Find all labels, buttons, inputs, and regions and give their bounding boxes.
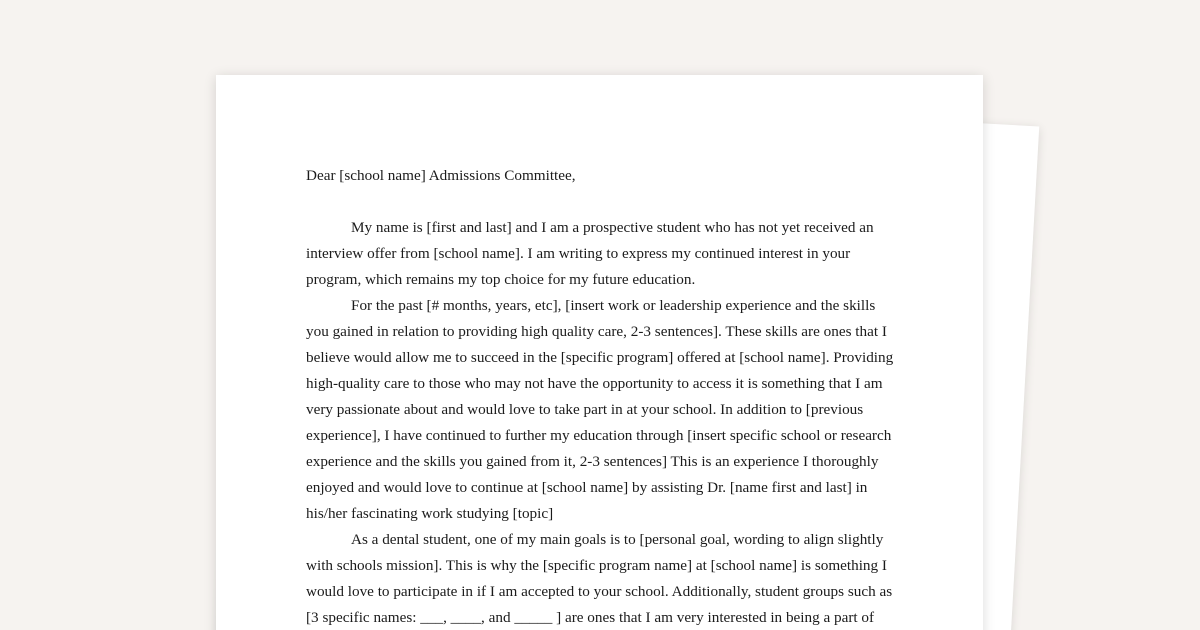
letter-salutation: Dear [school name] Admissions Committee,	[306, 167, 576, 184]
letter-line: would love to participate in if I am accepted to your school. Additionally, student groups such as	[306, 583, 893, 600]
letter-line: interview offer from [school name]. I am writing to express my continued interest in your	[306, 245, 851, 262]
letter-line: his/her fascinating work studying [topic]	[306, 505, 554, 522]
letter-body	[306, 163, 896, 630]
letter-line: believe would allow me to succeed in the [specific program] offered at [school name]. Providing	[306, 349, 894, 366]
paragraph-experience	[306, 293, 896, 527]
letter-line: For the past [# months, years, etc], [insert work or leadership experience and the skills	[351, 297, 876, 314]
front-page-sheet	[216, 75, 983, 630]
letter-line: enjoyed and would love to continue at [school name] by assisting Dr. [name first and last] in	[306, 479, 868, 496]
letter-line: experience and the skills you gained from it, 2-3 sentences] This is an experience I thoroughly	[306, 453, 879, 470]
letter-line: you gained in relation to providing high quality care, 2-3 sentences]. These skills are ones that I	[306, 323, 887, 340]
letter-line: As a dental student, one of my main goals is to [personal goal, wording to align slightly	[351, 531, 884, 548]
paragraph-goals	[306, 527, 896, 630]
letter-line: high-quality care to those who may not have the opportunity to access it is something that I am	[306, 375, 883, 392]
paragraph-introduction	[306, 215, 896, 293]
letter-line: very passionate about and would love to take part in at your school. In addition to [previous	[306, 401, 864, 418]
letter-line: experience], I have continued to further my education through [insert specific school or research	[306, 427, 892, 444]
letter-line: with schools mission]. This is why the [specific program name] at [school name] is something I	[306, 557, 887, 574]
letter-line: My name is [first and last] and I am a prospective student who has not yet received an	[351, 219, 874, 236]
letter-line: [3 specific names: ___, ____, and _____ ] are ones that I am very interested in being a part of	[306, 609, 875, 626]
letter-line: program, which remains my top choice for my future education.	[306, 271, 696, 288]
